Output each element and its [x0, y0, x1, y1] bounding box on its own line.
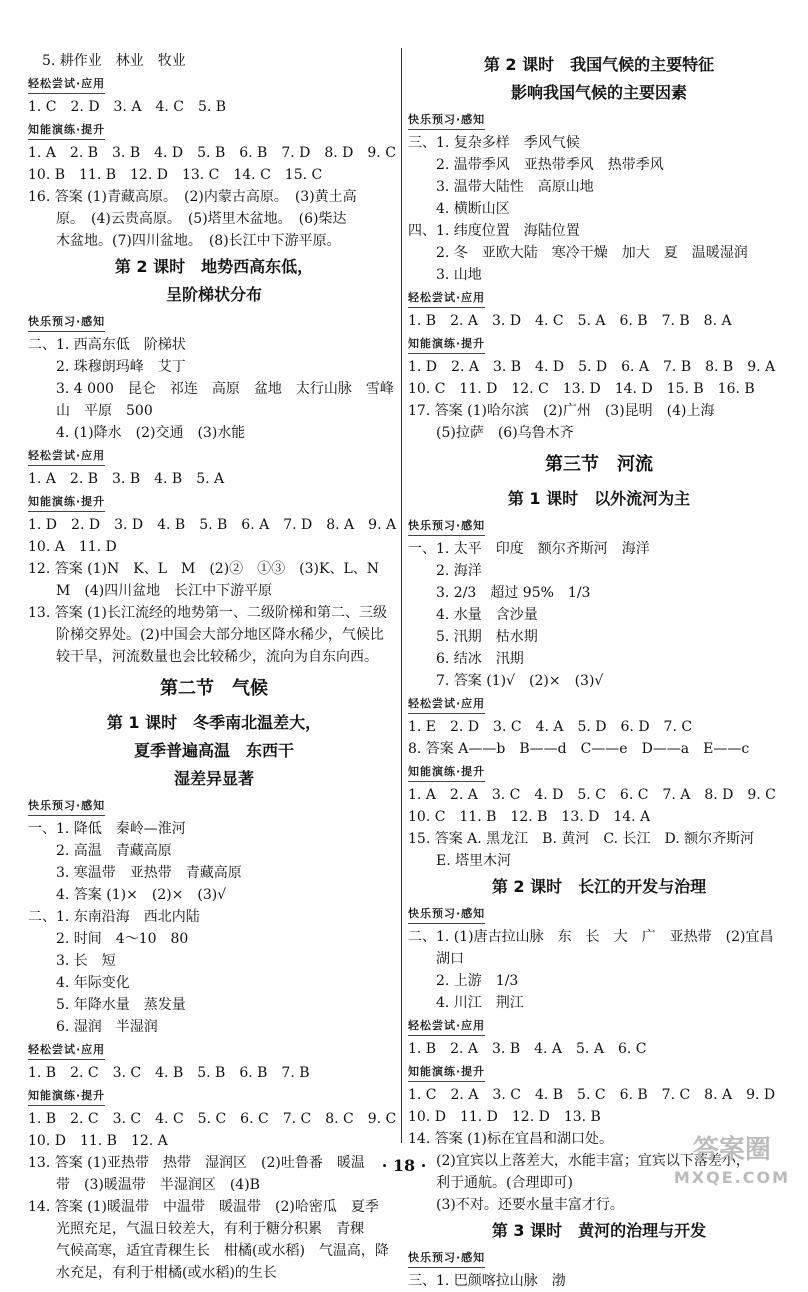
lesson-heading: 第 1 课时 以外流河为主	[507, 489, 691, 508]
answer-line: 一、1. 太平 印度 额尔齐斯河 海洋	[408, 541, 650, 557]
answer-line: M (4)四川盆地 长江中下游平原	[56, 583, 273, 599]
answer-line: 10. C 11. B 12. B 13. D 14. A	[408, 809, 651, 825]
answer-line: 6. 湿润 半湿润	[56, 1019, 158, 1035]
answer-line: 4. 年际变化	[56, 975, 130, 991]
answer-line: 1. A 2. B 3. B 4. B 5. A	[28, 471, 225, 487]
watermark-url: MXQE.COM	[673, 1168, 790, 1187]
column-divider	[401, 48, 402, 1143]
answer-line: 1. C 2. A 3. C 4. B 5. C 6. B 7. C 8. A 9. D	[408, 1087, 776, 1103]
section-tag: 轻松尝试·应用	[28, 1041, 105, 1060]
answer-line: 10. D 11. B 12. A	[28, 1133, 168, 1149]
answer-line: 1. A 2. B 3. B 4. D 5. B 6. B 7. D 8. D 9. C	[28, 145, 396, 161]
answer-line: 3. 温带大陆性 高原山地	[436, 179, 594, 195]
answer-line: 7. 答案 (1)√ (2)× (3)√	[436, 673, 604, 689]
answer-line: 2. 上游 1/3	[436, 973, 519, 989]
answer-line: 二、1. (1)唐古拉山脉 东 长 大 广 亚热带 (2)宜昌	[408, 929, 774, 945]
answer-line: 13. 答案 (1)长江流经的地势第一、二级阶梯和第二、三级	[28, 605, 387, 621]
answer-line: 1. B 2. A 3. D 4. C 5. A 6. B 7. B 8. A	[408, 313, 732, 329]
answer-line: 1. C 2. D 3. A 4. C 5. B	[28, 99, 227, 115]
section-tag: 轻松尝试·应用	[408, 695, 485, 714]
section-tag: 知能演练·提升	[408, 335, 485, 354]
answer-line: 2. 温带季风 亚热带季风 热带季风	[436, 157, 664, 173]
answer-line: 带 (3)暖温带 半湿润区 (4)B	[56, 1177, 260, 1193]
answer-line: 10. A 11. D	[28, 539, 117, 555]
answer-line: 3. 长 短	[56, 953, 116, 969]
left-column	[28, 50, 400, 1284]
answer-line: 气候高寒，适宜青稞生长 柑橘(或水稻) 气温高，降	[56, 1243, 389, 1259]
section-tag: 知能演练·提升	[408, 1063, 485, 1082]
answer-line: 二、1. 西高东低 阶梯状	[28, 337, 186, 353]
answer-line: 8. 答案 A——b B——d C——e D——a E——c	[408, 741, 750, 757]
answer-line: 一、1. 降低 秦岭—淮河	[28, 821, 186, 837]
answer-line: 1. E 2. D 3. C 4. A 5. D 6. D 7. C	[408, 719, 693, 735]
answer-line: 14. 答案 (1)暖温带 中温带 暖温带 (2)哈密瓜 夏季	[28, 1199, 379, 1215]
answer-line: 4. (1)降水 (2)交通 (3)水能	[56, 425, 246, 441]
answer-line: 5. 耕作业 林业 牧业	[42, 53, 186, 69]
answer-line: 4. 川江 荆江	[436, 995, 524, 1011]
answer-line: 水充足，有利于柑橘(或水稻)的生长	[56, 1265, 277, 1281]
watermark-logo	[674, 1136, 790, 1192]
answer-line: 利于通航。(合理即可)	[436, 1175, 573, 1191]
answer-line: 2. 海洋	[436, 563, 482, 579]
page-number: · 18 ·	[381, 1156, 427, 1175]
watermark-text: 答案圈	[692, 1135, 771, 1165]
answer-line: 3. 寒温带 亚热带 青藏高原	[56, 865, 242, 881]
answer-line: 4. 横断山区	[436, 201, 510, 217]
section-tag: 快乐预习·感知	[408, 111, 485, 130]
section-tag: 快乐预习·感知	[408, 905, 485, 924]
answer-line: 10. D 11. D 12. D 13. B	[408, 1109, 601, 1125]
answer-line: 阶梯交界处。(2)中国会大部分地区降水稀少，气候比	[56, 627, 384, 643]
answer-line: 1. D 2. A 3. B 4. D 5. D 6. A 7. B 8. B 9. A	[408, 359, 776, 375]
lesson-heading: 第 3 课时 黄河的治理与开发	[491, 1221, 707, 1240]
section-tag: 知能演练·提升	[28, 1087, 105, 1106]
answer-line: 3. 4 000 昆仑 祁连 高原 盆地 太行山脉 雪峰	[56, 381, 394, 397]
answer-line: 较干旱，河流数量也会比较稀少，流向为自东向西。	[56, 649, 378, 665]
answer-line: 原。 (4)云贵高原。 (5)塔里木盆地。 (6)柴达	[56, 211, 347, 227]
answer-line: 木盆地。(7)四川盆地。 (8)长江中下游平原。	[56, 233, 341, 249]
answer-line: 光照充足，气温日较差大，有利于糖分积累 青稞	[56, 1221, 364, 1237]
answer-line: 山 平原 500	[56, 403, 153, 419]
answer-line: 1. D 2. D 3. D 4. B 5. B 6. A 7. D 8. A 9. A	[28, 517, 397, 533]
section-tag: 轻松尝试·应用	[408, 289, 485, 308]
answer-line: (5)拉萨 (6)乌鲁木齐	[436, 425, 574, 441]
answer-line: 二、1. 东南沿海 西北内陆	[28, 909, 200, 925]
lesson-heading: 第 1 课时 冬季南北温差大，	[106, 713, 322, 732]
section-heading: 第二节 气候	[160, 678, 268, 699]
answer-line: 3. 山地	[436, 267, 482, 283]
answer-line: (3)不对。还要水量丰富才行。	[436, 1197, 624, 1213]
lesson-heading: 第 2 课时 我国气候的主要特征	[483, 55, 715, 74]
section-heading: 第三节 河流	[545, 454, 653, 475]
answer-line: 17. 答案 (1)哈尔滨 (2)广州 (3)昆明 (4)上海	[408, 403, 715, 419]
lesson-heading: 呈阶梯状分布	[165, 285, 262, 304]
answer-line: 2. 时间 4～10 80	[56, 931, 189, 947]
section-tag: 知能演练·提升	[28, 493, 105, 512]
answer-line: 2. 高温 青藏高原	[56, 843, 172, 859]
answer-line: 4. 答案 (1)× (2)× (3)√	[56, 887, 227, 903]
answer-line: 14. 答案 (1)标在宜昌和湖口处。	[408, 1131, 613, 1147]
answer-line: 3. 2/3 超过 95% 1/3	[436, 585, 591, 601]
answer-line: 5. 汛期 枯水期	[436, 629, 538, 645]
lesson-heading: 影响我国气候的主要因素	[510, 83, 687, 102]
section-tag: 知能演练·提升	[408, 763, 485, 782]
answer-line: 4. 水量 含沙量	[436, 607, 538, 623]
section-tag: 快乐预习·感知	[408, 517, 485, 536]
answer-line: 10. B 11. B 12. D 13. C 14. C 15. C	[28, 167, 323, 183]
lesson-heading: 第 2 课时 地势西高东低，	[114, 257, 314, 276]
answer-line: (2)宜宾以上落差大，水能丰富；宜宾以下落差小，	[436, 1153, 750, 1169]
section-tag: 快乐预习·感知	[28, 313, 105, 332]
answer-line: 5. 年降水量 蒸发量	[56, 997, 186, 1013]
answer-line: 1. B 2. C 3. C 4. B 5. B 6. B 7. B	[28, 1065, 310, 1081]
answer-line: 1. A 2. A 3. C 4. D 5. C 6. C 7. A 8. D 9. C	[408, 787, 776, 803]
answer-line: 三、1. 复杂多样 季风气候	[408, 135, 580, 151]
answer-line: 1. B 2. C 3. C 4. C 5. C 6. C 7. C 8. C 9. C	[28, 1111, 397, 1127]
answer-line: 2. 冬 亚欧大陆 寒冷干燥 加大 夏 温暖湿润	[436, 245, 748, 261]
answer-line: 2. 珠穆朗玛峰 艾丁	[56, 359, 186, 375]
lesson-heading: 湿差异显著	[173, 769, 254, 788]
section-tag: 轻松尝试·应用	[408, 1017, 485, 1036]
answer-line: 10. C 11. D 12. C 13. D 14. D 15. B 16. B	[408, 381, 755, 397]
right-column	[408, 50, 790, 1292]
answer-line: 6. 结冰 汛期	[436, 651, 524, 667]
section-tag: 轻松尝试·应用	[28, 75, 105, 94]
answer-line: 四、1. 纬度位置 海陆位置	[408, 223, 580, 239]
answer-line: 三、1. 巴颜喀拉山脉 渤	[408, 1273, 566, 1289]
answer-line: 1. B 2. A 3. B 4. A 5. A 6. C	[408, 1041, 647, 1057]
answer-line: 湖口	[436, 951, 464, 967]
section-tag: 知能演练·提升	[28, 121, 105, 140]
section-tag: 快乐预习·感知	[28, 797, 105, 816]
answer-line: E. 塔里木河	[436, 853, 512, 869]
lesson-heading: 第 2 课时 长江的开发与治理	[491, 877, 707, 896]
section-tag: 轻松尝试·应用	[28, 447, 105, 466]
section-tag: 快乐预习·感知	[408, 1249, 485, 1268]
answer-line: 12. 答案 (1)N K、L M (2)② ①③ (3)K、L、N	[28, 561, 380, 577]
lesson-heading: 夏季普遍高温 东西干	[133, 741, 294, 760]
answer-line: 16. 答案 (1)青藏高原。 (2)内蒙古高原。 (3)黄土高	[28, 189, 357, 205]
answer-line: 13. 答案 (1)亚热带 热带 湿润区 (2)吐鲁番 暖温	[28, 1155, 365, 1171]
answer-line: 15. 答案 A. 黑龙江 B. 黄河 C. 长江 D. 额尔齐斯河	[408, 831, 755, 847]
